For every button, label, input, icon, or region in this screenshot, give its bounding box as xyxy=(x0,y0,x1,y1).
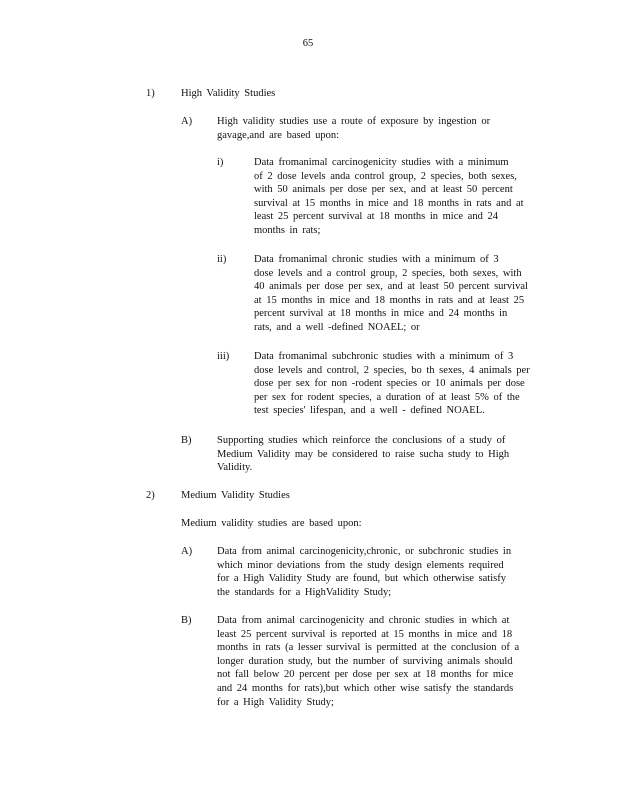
text-line: not fall below 20 percent per dose per sex at 18 months for mice xyxy=(217,669,514,681)
item-label: B) xyxy=(181,435,192,446)
section-title: High Validity Studies xyxy=(181,88,276,99)
text-line: survival at 15 months in mice and 18 months in rats and at xyxy=(254,197,524,209)
text-line: for a High Validity Study; xyxy=(217,696,334,708)
text-line: which minor deviations from the study design elements required xyxy=(217,559,504,571)
item-text xyxy=(217,115,490,142)
subitem-text xyxy=(254,156,524,238)
section-intro: Medium validity studies are based upon: xyxy=(181,518,362,529)
section-number: 1) xyxy=(146,88,155,99)
text-line: Data fromanimal subchronic studies with a minimum of 3 xyxy=(254,351,514,362)
subitem-text xyxy=(254,350,530,418)
text-line: Medium Validity may be considered to raise sucha study to High xyxy=(217,448,510,460)
text-line: 40 animals per dose per sex, and at least 50 percent survival xyxy=(254,281,528,293)
item-label: A) xyxy=(181,546,193,557)
text-line: dose levels and control, 2 species, bo th sexes, 4 animals per xyxy=(254,364,530,376)
item-label: A) xyxy=(181,116,193,127)
text-line: for a High Validity Study are found, but which otherwise satisfy xyxy=(217,573,506,585)
section-number: 2) xyxy=(146,490,155,501)
text-line: Data from animal carcinogenicity and chronic studies in which at xyxy=(217,615,510,626)
text-line: and 24 months for rats),but which other wise satisfy the standards xyxy=(217,682,514,694)
text-line: least 25 percent survival is reported at 15 months in mice and 18 xyxy=(217,628,513,640)
item-text xyxy=(217,434,509,475)
text-line: percent survival at 18 months in mice and 24 months in xyxy=(254,308,508,320)
text-line: rats, and a well -defined NOAEL; or xyxy=(254,321,420,333)
text-line: Data from animal carcinogenicity,chronic, or subchronic studies in xyxy=(217,546,512,557)
text-line: test species' lifespan, and a well - defined NOAEL. xyxy=(254,405,485,417)
text-line: of 2 dose levels anda control group, 2 species, both sexes, xyxy=(254,170,517,182)
item-label: B) xyxy=(181,615,192,626)
text-line: per sex for rodent species, a duration of at least 5% of the xyxy=(254,391,520,403)
subitem-label: iii) xyxy=(217,351,230,362)
text-line: the standards for a HighValidity Study; xyxy=(217,586,392,598)
item-text xyxy=(217,614,519,709)
text-line: Data fromanimal carcinogenicity studies with a minimum xyxy=(254,157,509,168)
text-line: at 15 months in mice and 18 months in rats and at least 25 xyxy=(254,294,525,306)
text-line: Data fromanimal chronic studies with a minimum of 3 xyxy=(254,254,499,265)
page-number: 65 xyxy=(302,38,314,49)
subitem-text xyxy=(254,253,528,335)
subitem-label: i) xyxy=(217,157,224,168)
text-line: dose levels and a control group, 2 species, both sexes, with xyxy=(254,267,522,279)
text-line: dose per sex for non -rodent species or 10 animals per dose xyxy=(254,378,525,390)
text-line: Supporting studies which reinforce the conclusions of a study of xyxy=(217,435,506,446)
text-line: with 50 animals per dose per sex, and at least 50 percent xyxy=(254,184,513,196)
text-line: longer duration study, but the number of surviving animals should xyxy=(217,655,513,667)
text-line: High validity studies use a route of exposure by ingestion or xyxy=(217,116,491,127)
text-line: least 25 percent survival at 18 months in mice and 24 xyxy=(254,211,498,223)
section-title: Medium Validity Studies xyxy=(181,490,290,501)
subitem-label: ii) xyxy=(217,254,227,265)
item-text xyxy=(217,545,511,599)
text-line: months in rats; xyxy=(254,224,321,236)
text-line: gavage,and are based upon: xyxy=(217,129,340,141)
text-line: months in rats (a lesser survival is permitted at the conclusion of a xyxy=(217,642,520,654)
text-line: Validity. xyxy=(217,462,253,474)
